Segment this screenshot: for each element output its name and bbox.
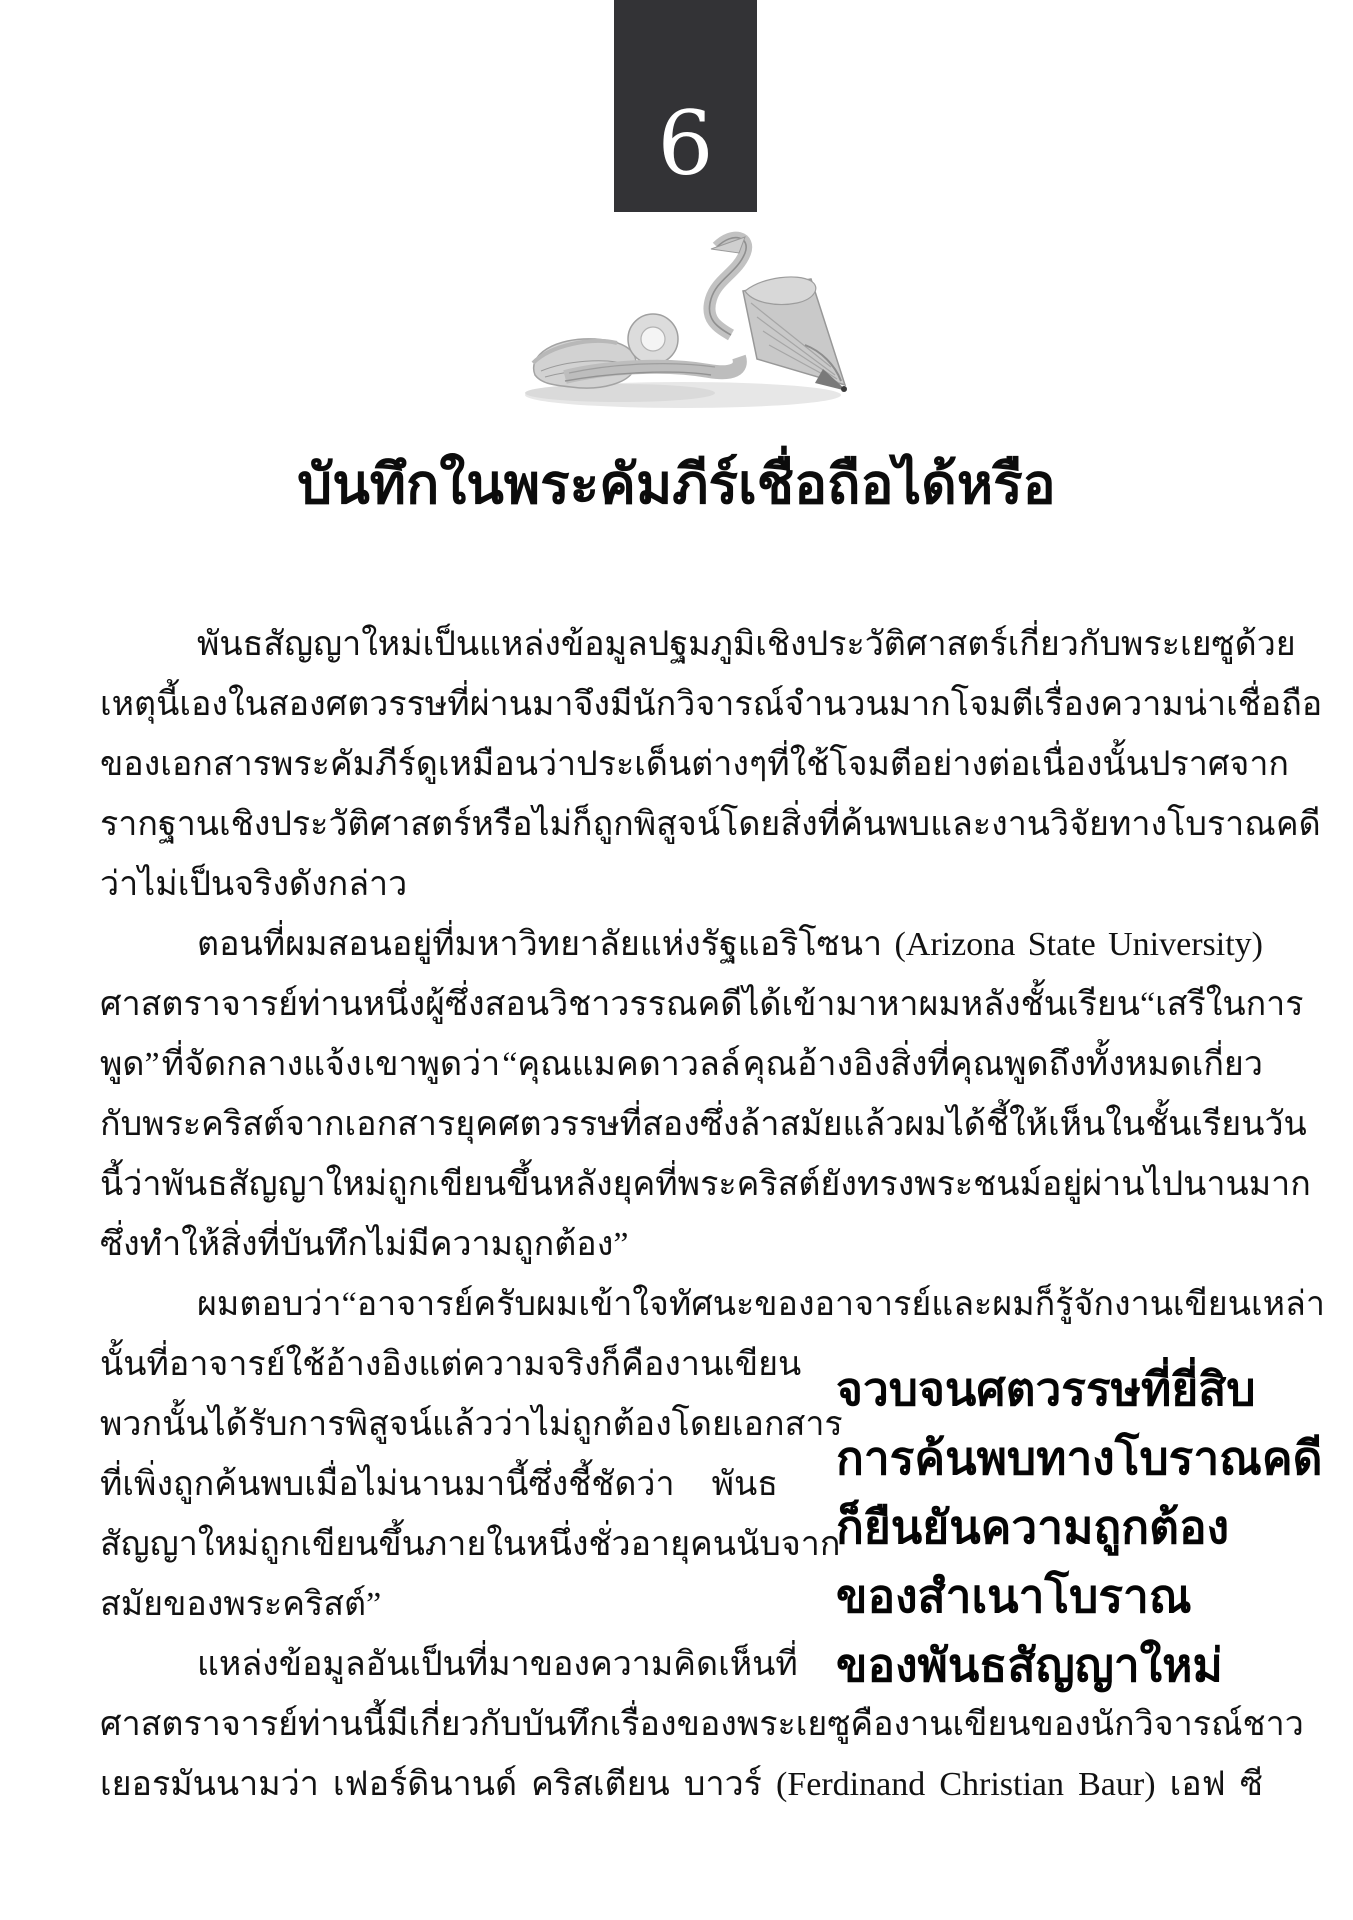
body-line-segment: เอฟ [1169, 1766, 1226, 1803]
body-line-segment: จึงมีนักวิจารณ์จำนวนมากโจมตีเรื่องความน่าเชื่อถือ [573, 686, 1323, 723]
body-line-segment: “คุณแมคดาวลล์ [502, 1046, 741, 1083]
pull-quote-line: จวบจนศตวรรษที่ยี่สิบ [836, 1363, 1256, 1415]
body-line-segment: ตอนที่ผมสอนอยู่ที่มหาวิทยาลัยแห่งรัฐแอริโซนา [197, 926, 883, 963]
body-line [100, 675, 1323, 735]
body-line-segment: หรือไม่ก็ถูกพิสูจน์โดยสิ่งที่ค้นพบและงานวิจัยทางโบราณคดี [471, 806, 1321, 843]
body-line-segment: State [1027, 926, 1096, 963]
body-line [100, 975, 1304, 1035]
body-line-segment: ดูเหมือนว่าประเด็นต่างๆ [415, 746, 768, 783]
body-line-segment: รากฐานเชิงประวัติศาสตร์ [100, 806, 472, 843]
body-line-segment: พูด” [100, 1046, 160, 1083]
body-line-segment: คุณอ้างอิงสิ่งที่คุณพูดถึงทั้งหมดเกี่ยว [742, 1046, 1263, 1083]
body-line-segment: University) [1108, 926, 1263, 963]
body-line-segment: ที่เพิ่งถูกค้นพบเมื่อไม่นานมานี้ซึ่งชี้ชัดว่า [100, 1466, 675, 1503]
body-line-segment: เยอรมันนามว่า [100, 1766, 319, 1803]
body-line-segment: “อาจารย์ครับ [341, 1286, 536, 1323]
body-line-segment: เฟอร์ดินานด์ [332, 1766, 518, 1803]
page-title: บันทึกในพระคัมภีร์เชื่อถือได้หรือ [297, 454, 1056, 515]
body-line-segment: พันธ [711, 1466, 778, 1503]
body-line-segment: ผมได้ชี้ให้เห็นในชั้นเรียนวัน [904, 1106, 1307, 1143]
body-line [100, 1755, 1263, 1815]
pull-quote-line: การค้นพบทางโบราณคดี [836, 1432, 1323, 1484]
body-line-segment: บาวร์ [683, 1766, 762, 1803]
body-line: สมัยของพระคริสต์” [100, 1586, 382, 1623]
body-line [100, 735, 1290, 795]
body-line [100, 1275, 1325, 1335]
pull-quote-line: ของพันธสัญญาใหม่ [836, 1639, 1223, 1691]
body-line-segment: ด้วย [1234, 626, 1296, 663]
chapter-number-box [614, 0, 757, 212]
body-line-segment: พันธสัญญาใหม่เป็นแหล่งข้อมูลปฐมภูมิเชิงประวัติศาสตร์เกี่ยวกับพระเยซู [197, 626, 1235, 663]
body-line: แหล่งข้อมูลอันเป็นที่มาของความคิดเห็นที่ [197, 1646, 798, 1683]
body-line-segment: เขาพูดว่า [363, 1046, 501, 1083]
body-line [100, 1095, 1307, 1155]
body-line-segment: Christian [939, 1766, 1064, 1803]
body-line-segment: และผมก็รู้จักงานเขียนเหล่า [931, 1286, 1325, 1323]
body-line [100, 1335, 802, 1395]
body-line: ศาสตราจารย์ท่านนี้มีเกี่ยวกับบันทึกเรื่องของพระเยซูคืองานเขียนของนักวิจารณ์ชาว [100, 1706, 1304, 1743]
body-line-segment: คริสเตียน [531, 1766, 670, 1803]
body-line-segment: Baur) [1078, 1766, 1156, 1803]
chapter-number: 6 [657, 92, 714, 195]
pull-quote [836, 1355, 1323, 1700]
pencil-shavings-image [505, 225, 865, 415]
body-line-segment: “เสรีในการ [1140, 986, 1304, 1023]
body-line [100, 795, 1321, 855]
body-line-segment: นี้ว่า [100, 1166, 162, 1203]
pull-quote-line: ก็ยืนยันความถูกต้อง [836, 1501, 1230, 1553]
body-line [100, 915, 1263, 975]
body-line [100, 1455, 778, 1515]
body-line-segment: พันธสัญญาใหม่ถูกเขียนขึ้นหลังยุคที่พระคริสต์ยังทรงพระชนม์อยู่ผ่านไปนานมาก [161, 1166, 1311, 1203]
body-line-segment: (Ferdinand [776, 1766, 926, 1803]
body-line [100, 1035, 1263, 1095]
body-line-segment: งานเขียน [664, 1346, 802, 1383]
body-line-segment: ผมตอบว่า [197, 1286, 342, 1323]
body-line-segment: ที่ใช้โจมตีอย่างต่อเนื่องนั้นปราศจาก [767, 746, 1290, 783]
body-line: พวกนั้นได้รับการพิสูจน์แล้วว่าไม่ถูกต้องโดยเอกสาร [100, 1406, 843, 1443]
body-line-segment: ในสองศตวรรษที่ผ่านมา [228, 686, 574, 723]
body-line: สัญญาใหม่ถูกเขียนขึ้นภายในหนึ่งชั่วอายุคนนับจาก [100, 1526, 841, 1563]
pull-quote-line: ของสำเนาโบราณ [836, 1570, 1192, 1622]
body-line-segment: นั้นที่อาจารย์ใช้อ้างอิง [100, 1346, 419, 1383]
body-line-segment: ที่จัดกลางแจ้ง [161, 1046, 362, 1083]
body-line-segment: ซี [1239, 1766, 1263, 1803]
body-line-segment: ผมเข้าใจทัศนะของอาจารย์ [536, 1286, 932, 1323]
body-line-segment: ศาสตราจารย์ท่านหนึ่งผู้ซึ่งสอนวิชาวรรณคดีได้เข้ามาหาผมหลังชั้นเรียน [100, 986, 1141, 1023]
body-line-segment: กับพระคริสต์จากเอกสารยุคศตวรรษที่สองซึ่งล้าสมัยแล้ว [100, 1106, 905, 1143]
body-line-segment: แต่ความจริงก็คือ [418, 1346, 665, 1383]
body-line-segment: ของเอกสารพระคัมภีร์ [100, 746, 416, 783]
body-line: ซึ่งทำให้สิ่งที่บันทึกไม่มีความถูกต้อง” [100, 1226, 629, 1263]
body-line-segment: (Arizona [894, 926, 1016, 963]
body-line-segment: เหตุนี้เอง [100, 686, 228, 723]
body-line: ว่าไม่เป็นจริงดังกล่าว [100, 866, 408, 903]
body-line [100, 1155, 1311, 1215]
body-line [100, 615, 1296, 675]
